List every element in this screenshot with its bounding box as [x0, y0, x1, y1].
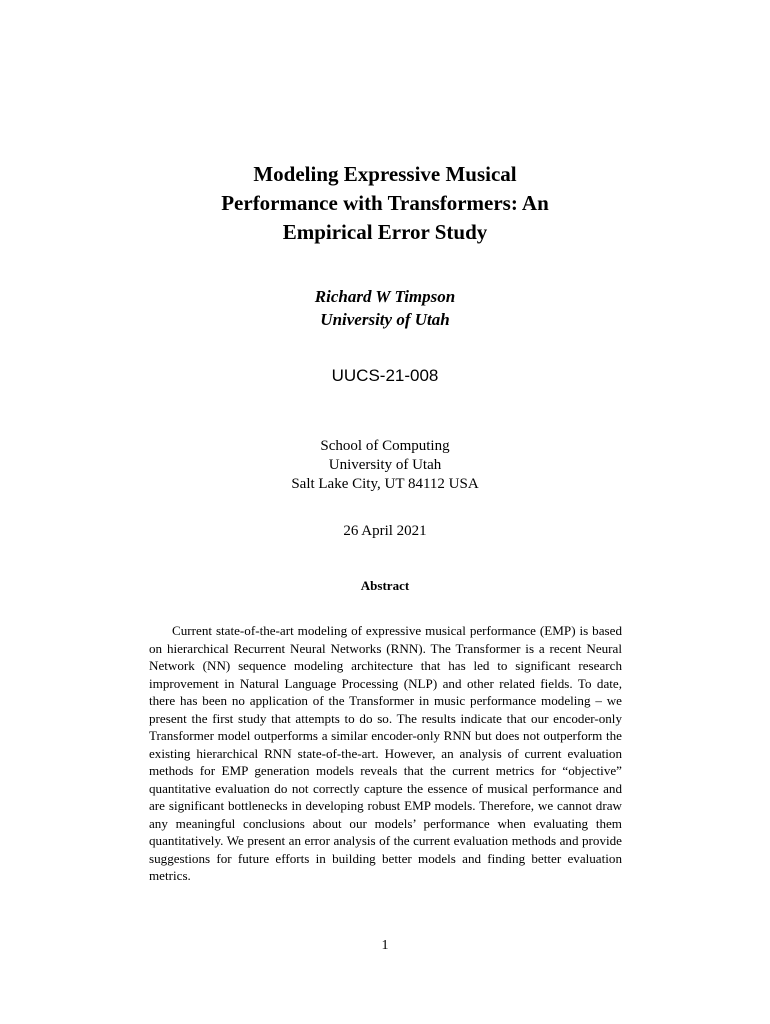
abstract-heading: Abstract: [360, 578, 410, 593]
report-number: UUCS-21-008: [331, 366, 439, 385]
address-line: University of Utah: [328, 457, 442, 473]
page-number: 1: [381, 938, 389, 953]
title-line: Empirical Error Study: [282, 220, 488, 244]
title-line: Performance with Transformers: An: [221, 191, 549, 215]
address-line: Salt Lake City, UT 84112 USA: [291, 476, 479, 492]
publication-date: 26 April 2021: [343, 523, 427, 539]
address-line: School of Computing: [320, 438, 450, 454]
author-block: [0, 285, 770, 331]
paper-title: [0, 160, 770, 247]
author-affiliation: University of Utah: [320, 310, 450, 329]
institution-address: [0, 437, 770, 494]
title-line: Modeling Expressive Musical: [253, 162, 517, 186]
author-name: Richard W Timpson: [314, 287, 456, 306]
abstract-body: Current state-of-the-art modeling of expressive musical performance (EMP) is based on hierarchical Recurrent Neural Networks (RNN). The Transformer is a recent Neural Network (NN) sequence modeling architecture that has led to significant research improvement in Natural Language Processing (NLP) and other related fields. To date, there has been no application of the Transformer in music performance modeling – we present the first study that attempts to do so. The results indicate that our encoder-only Transformer model outperforms a similar encoder-only RNN but does not outperform the existing hierarchical RNN state-of-the-art. However, an analysis of current evaluation methods for EMP generation models reveals that the current metrics for “objective” quantitative evaluation do not correctly capture the essence of musical performance and are significant bottlenecks in developing robust EMP models. Therefore, we cannot draw any meaningful conclusions about our models’ performance when evaluating them quantitatively. We present an error analysis of the current evaluation methods and provide suggestions for future efforts in building better models and finding better evaluation metrics.: [149, 623, 622, 883]
